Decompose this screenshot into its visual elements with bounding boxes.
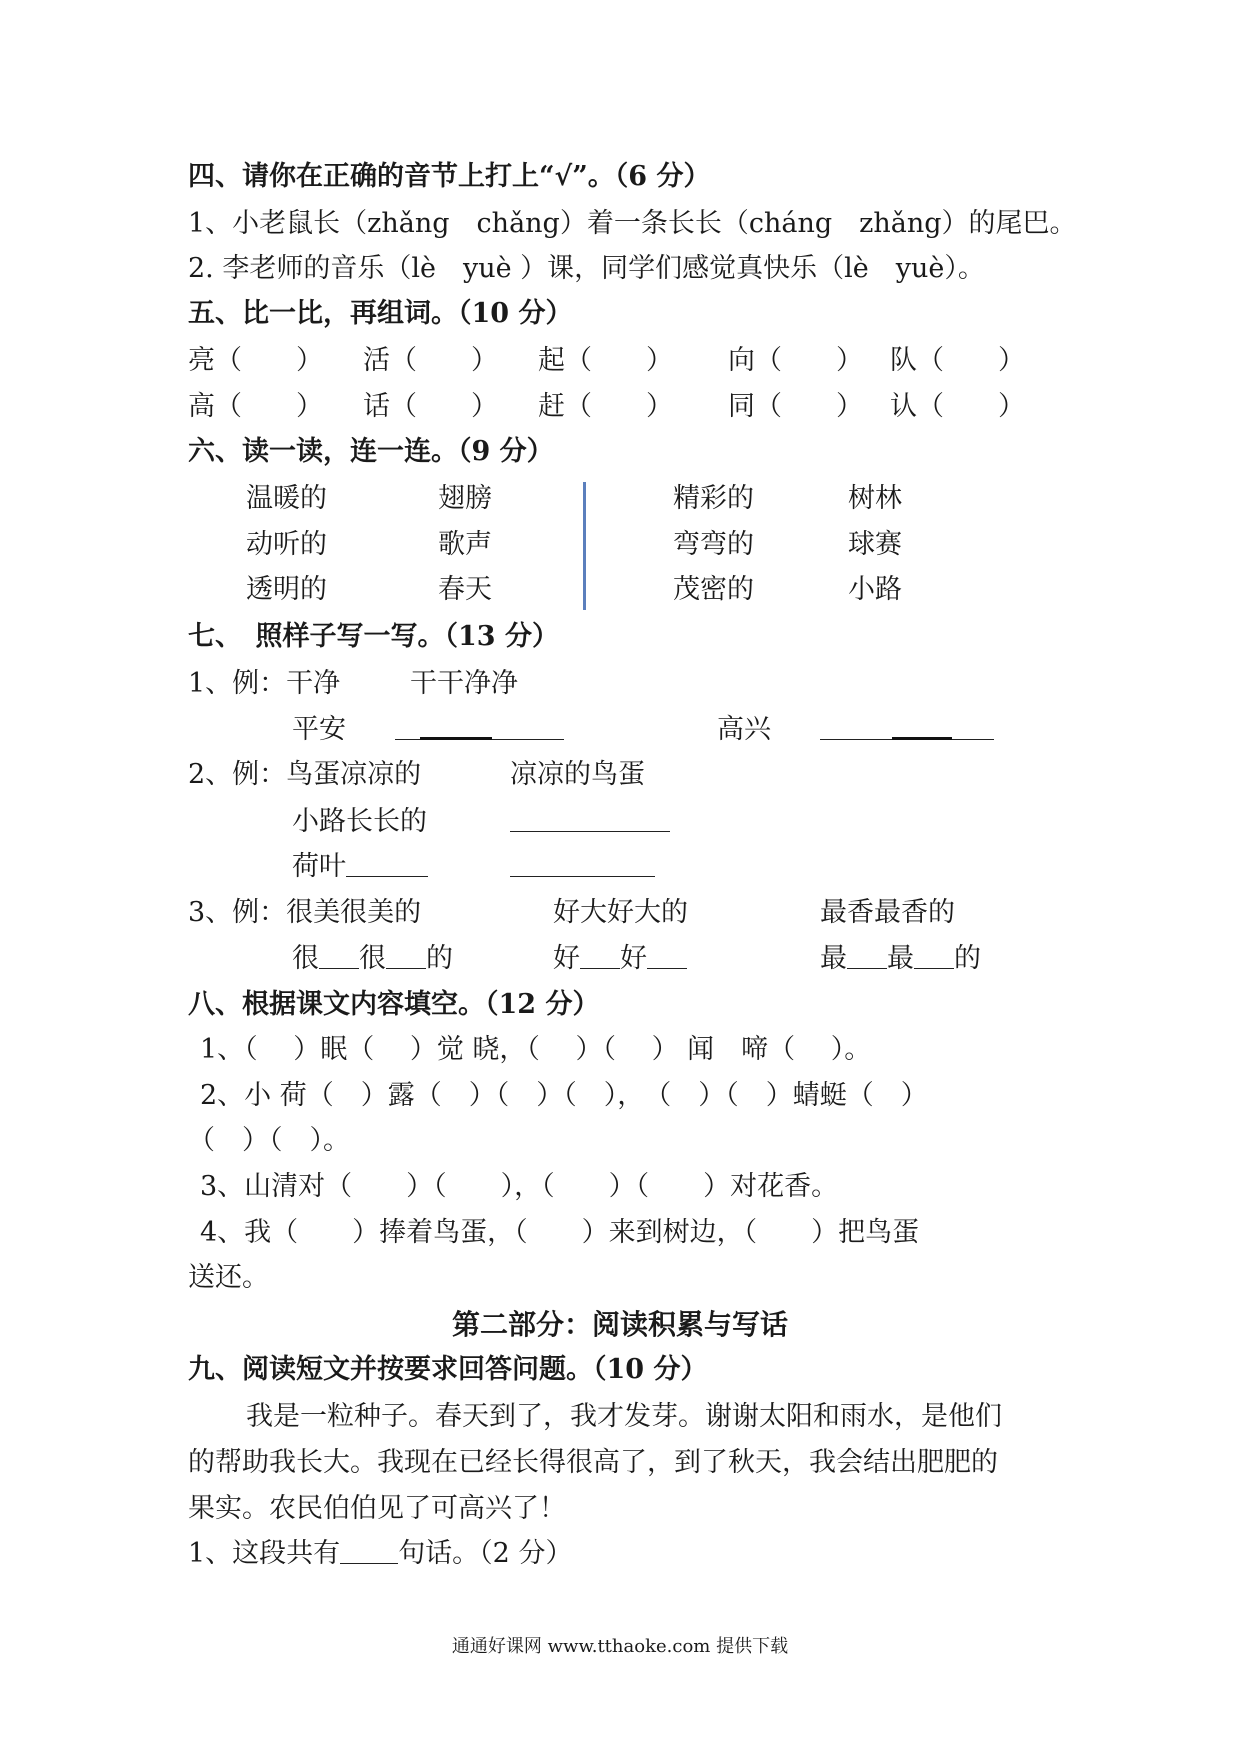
- q8-line-1: 1、（ ）眠（ ）觉 晓，（ ）（ ） 闻 啼（ ）。: [200, 1034, 872, 1065]
- q7-ex1-b: 高兴: [717, 714, 771, 745]
- q8-line-2b: （ ）（ ）。: [188, 1125, 350, 1156]
- q8-line-4b: 送还。: [188, 1262, 269, 1293]
- q7-ex2-label: 2、例：鸟蛋凉凉的: [188, 759, 422, 790]
- q7-ex1-a-blank[interactable]: [395, 713, 564, 747]
- q6-left-adj-1: 温暖的: [246, 483, 327, 514]
- q5-r2-c2: 话（ ）: [363, 391, 498, 422]
- q6-divider: [583, 482, 586, 610]
- q5-r2-c1: 高（ ）: [188, 391, 323, 422]
- q7-ex3-fill-2: 好 好: [553, 942, 687, 976]
- q5-r1-c5: 队（ ）: [890, 345, 1025, 376]
- q5-r1-c1: 亮（ ）: [188, 345, 323, 376]
- q7-ex3-c: 最香最香的: [820, 897, 955, 928]
- q7-ex1-label: 1、例：干净: [188, 668, 341, 699]
- q7-ex3-label: 3、例：很美很美的: [188, 897, 422, 928]
- q7-ex2-b-blank-2[interactable]: [510, 850, 655, 884]
- q7-ex2-a: 小路长长的: [292, 806, 427, 837]
- part2-title: 第二部分：阅读积累与写话: [451, 1308, 788, 1341]
- q6-left-adj-3: 透明的: [246, 574, 327, 605]
- q9-question-1: 1、这段共有 句话。（2 分）: [188, 1538, 573, 1569]
- q5-heading: 五、比一比，再组词。（10 分）: [188, 298, 573, 329]
- q8-line-3: 3、山清对（ ）（ ），（ ）（ ）对花香。: [200, 1171, 839, 1202]
- q6-heading: 六、读一读，连一连。（9 分）: [188, 436, 554, 467]
- q5-r2-c5: 认（ ）: [890, 391, 1025, 422]
- q6-right-noun-3: 小路: [848, 574, 902, 605]
- q6-right-adj-2: 弯弯的: [673, 529, 754, 560]
- q4-line-2: 2. 李老师的音乐（lè yuè ）课，同学们感觉真快乐（lè yuè）。: [188, 253, 985, 284]
- q6-left-noun-1: 翅膀: [438, 483, 492, 514]
- q6-right-noun-1: 树林: [848, 483, 902, 514]
- q6-left-adj-2: 动听的: [246, 529, 327, 560]
- q7-ex2-b: 荷叶: [292, 850, 428, 884]
- q4-line-1: 1、小老鼠长（zhǎng chǎng）着一条长长（cháng zhǎng）的尾巴。: [188, 208, 1077, 239]
- q7-ex3-fill-1: 很 很 的: [292, 943, 453, 974]
- passage-line-1: 我是一粒种子。春天到了，我才发芽。谢谢太阳和雨水，是他们: [246, 1401, 1002, 1431]
- q9-heading: 九、阅读短文并按要求回答问题。（10 分）: [188, 1354, 708, 1385]
- q6-left-noun-3: 春天: [438, 574, 492, 605]
- q6-left-noun-2: 歌声: [438, 529, 492, 560]
- q8-heading: 八、根据课文内容填空。（12 分）: [188, 989, 600, 1020]
- q7-ex2-answer: 凉凉的鸟蛋: [510, 759, 645, 790]
- q8-line-2: 2、小 荷（ ）露（ ）（ ）（ ）， （ ）（ ）蜻蜓（ ）: [200, 1080, 928, 1111]
- passage-line-2: 的帮助我长大。我现在已经长得很高了，到了秋天，我会结出肥肥的: [188, 1447, 998, 1477]
- q5-r1-c3: 起（ ）: [538, 345, 673, 376]
- q5-r1-c4: 向（ ）: [728, 345, 863, 376]
- q9-q1-blank[interactable]: [340, 1539, 398, 1564]
- q8-line-4: 4、我（ ）捧着鸟蛋，（ ）来到树边，（ ）把鸟蛋: [200, 1217, 920, 1248]
- q7-ex3-b: 好大好大的: [553, 897, 688, 928]
- q4-heading: 四、请你在正确的音节上打上“√”。（6 分）: [188, 161, 711, 192]
- q7-heading: 七、 照样子写一写。（13 分）: [188, 621, 559, 652]
- q6-right-noun-2: 球赛: [848, 529, 902, 560]
- passage-line-3: 果实。农民伯伯见了可高兴了！: [188, 1493, 566, 1523]
- q5-r1-c2: 活（ ）: [363, 345, 498, 376]
- q5-r2-c3: 赶（ ）: [538, 391, 673, 422]
- q7-ex1-b-blank[interactable]: [820, 713, 994, 747]
- q7-ex1-a: 平安: [292, 714, 346, 745]
- q7-ex1-answer: 干干净净: [410, 668, 518, 699]
- q6-right-adj-1: 精彩的: [673, 483, 754, 514]
- footer-credit: 通通好课网 www.tthaoke.com 提供下载: [451, 1636, 789, 1657]
- q6-right-adj-3: 茂密的: [673, 574, 754, 605]
- q7-ex2-a-blank[interactable]: [510, 805, 670, 839]
- q7-ex2-b-blank-1[interactable]: [346, 852, 428, 877]
- q7-ex3-fill-3: 最 最 的: [820, 943, 981, 974]
- q5-r2-c4: 同（ ）: [728, 391, 863, 422]
